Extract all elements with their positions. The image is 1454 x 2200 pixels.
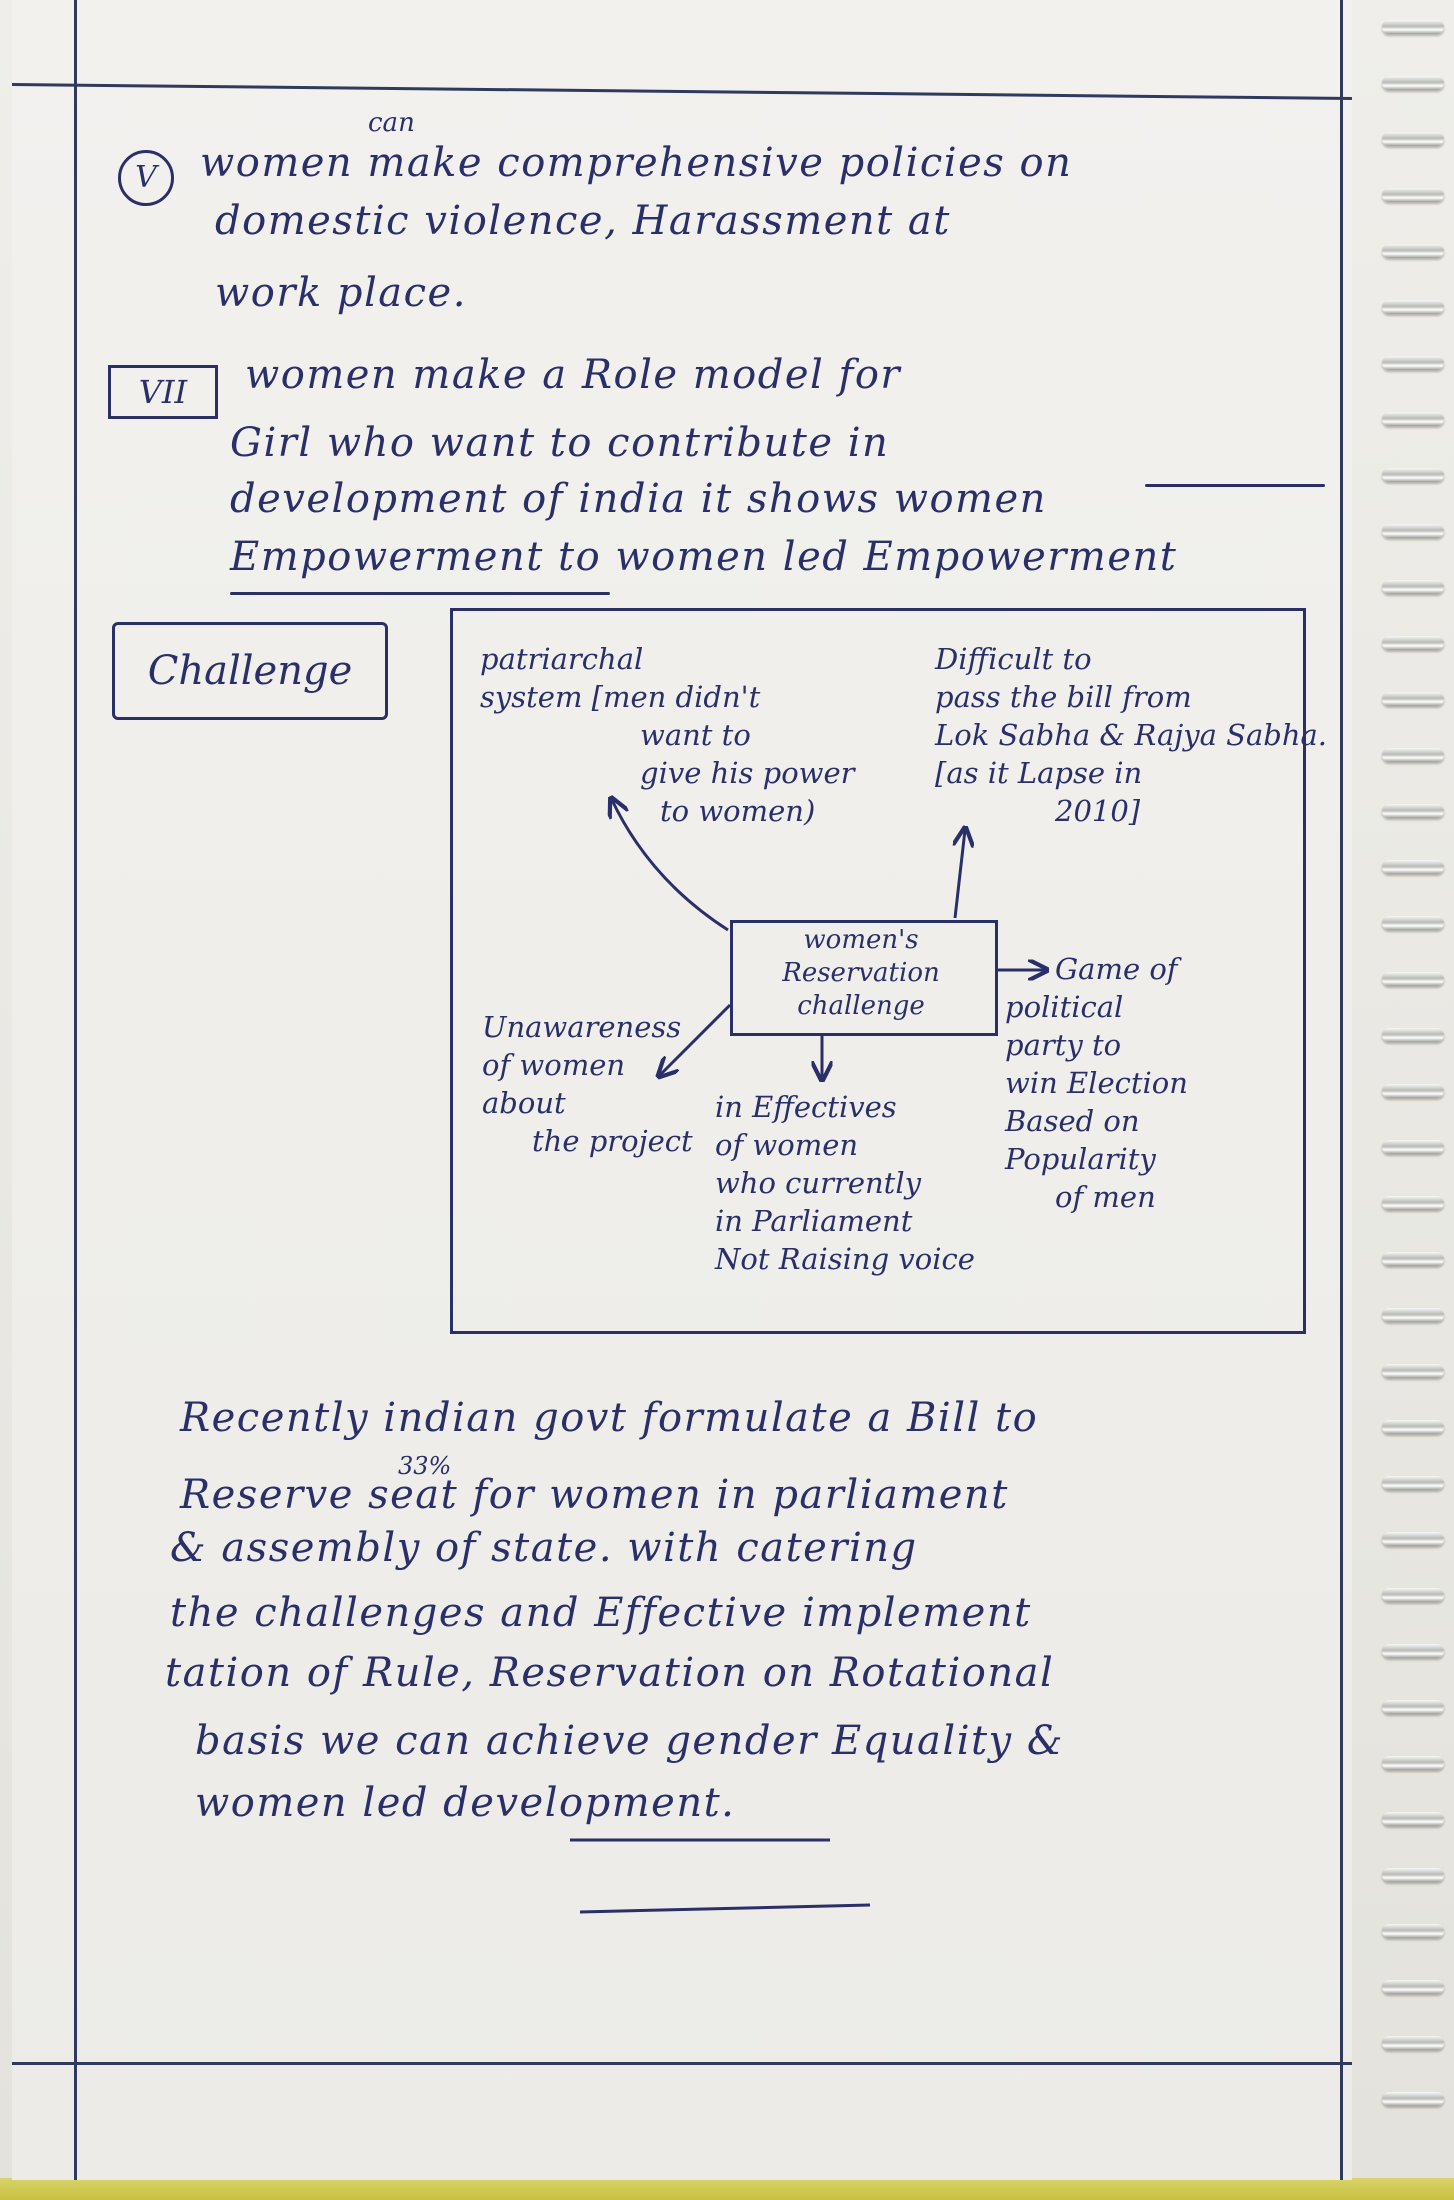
branch-difficult-line: 2010]: [1055, 794, 1141, 828]
branch-game-line: of men: [1055, 1180, 1156, 1214]
branch-unawareness-line: about: [482, 1086, 566, 1120]
challenge-heading: Challenge: [112, 622, 388, 720]
point-v-line-3: work place.: [215, 270, 467, 316]
point-v-line-1: women make comprehensive policies on: [200, 140, 1073, 186]
branch-game-line: Game of: [1055, 952, 1178, 986]
conclusion-line-1: Recently indian govt formulate a Bill to: [180, 1395, 1039, 1441]
branch-unawareness-line: Unawareness: [482, 1010, 682, 1044]
branch-unawareness-line: of women: [482, 1048, 626, 1082]
center-line-2: Reservation: [782, 958, 940, 988]
branch-game-line: Based on: [1005, 1104, 1140, 1138]
branch-difficult-line: pass the bill from: [935, 680, 1192, 714]
branch-unawareness: [482, 1008, 693, 1160]
conclusion-line-6: basis we can achieve gender Equality &: [195, 1718, 1064, 1764]
branch-difficult-line: Difficult to: [935, 642, 1092, 676]
branch-ineffectives-line: who currently: [715, 1166, 921, 1200]
branch-ineffectives-line: of women: [715, 1128, 859, 1162]
branch-difficult-line: [as it Lapse in: [935, 756, 1143, 790]
branch-difficult-bill: [935, 640, 1327, 830]
branch-patriarchal-line: give his power: [640, 756, 855, 790]
branch-ineffectives-line: in Effectives: [715, 1090, 897, 1124]
center-line-3: challenge: [797, 991, 925, 1021]
conclusion-line-2: Reserve seat for women in parliament: [180, 1472, 1009, 1518]
branch-game-line: win Election: [1005, 1066, 1188, 1100]
branch-game-line: Popularity: [1005, 1142, 1156, 1176]
conclusion-line-4: the challenges and Effective implement: [170, 1590, 1032, 1636]
point-vii-marker: VII: [108, 365, 218, 419]
center-line-1: women's: [803, 925, 919, 955]
point-vii-line-1: women make a Role model for: [245, 352, 902, 398]
end-rule-2: [580, 1905, 870, 1912]
branch-difficult-line: Lok Sabha & Rajya Sabha.: [935, 718, 1328, 752]
point-v-line-2: domestic violence, Harassment at: [215, 198, 951, 244]
branch-patriarchal-line: patriarchal: [480, 642, 644, 676]
branch-ineffectives: [715, 1088, 975, 1278]
point-vii-line-3: development of india it shows women: [230, 476, 1047, 522]
point-vii-line-4: Empowerment to women led Empowerment: [230, 534, 1178, 580]
point-vii-line-2: Girl who want to contribute in: [230, 420, 890, 466]
branch-patriarchal: [480, 640, 855, 830]
conclusion-superscript: 33%: [398, 1452, 452, 1480]
caret-insert-word: can: [368, 108, 415, 138]
mind-map-center-text: [730, 924, 992, 1023]
branch-patriarchal-line: to women): [660, 794, 816, 828]
arrow-to-difficult: [955, 830, 965, 918]
branch-game-line: political: [1005, 990, 1124, 1024]
branch-game-of-party: [1005, 950, 1188, 1216]
conclusion-line-3: & assembly of state. with catering: [170, 1525, 918, 1571]
branch-patriarchal-line: want to: [640, 718, 751, 752]
conclusion-line-5: tation of Rule, Reservation on Rotational: [165, 1650, 1055, 1696]
branch-game-line: party to: [1005, 1028, 1122, 1062]
branch-ineffectives-line: Not Raising voice: [715, 1242, 975, 1276]
conclusion-line-7: women led development.: [195, 1780, 736, 1826]
branch-unawareness-line: the project: [532, 1124, 693, 1158]
branch-patriarchal-line: system [men didn't: [480, 680, 761, 714]
branch-ineffectives-line: in Parliament: [715, 1204, 913, 1238]
point-v-marker: V: [118, 150, 174, 206]
